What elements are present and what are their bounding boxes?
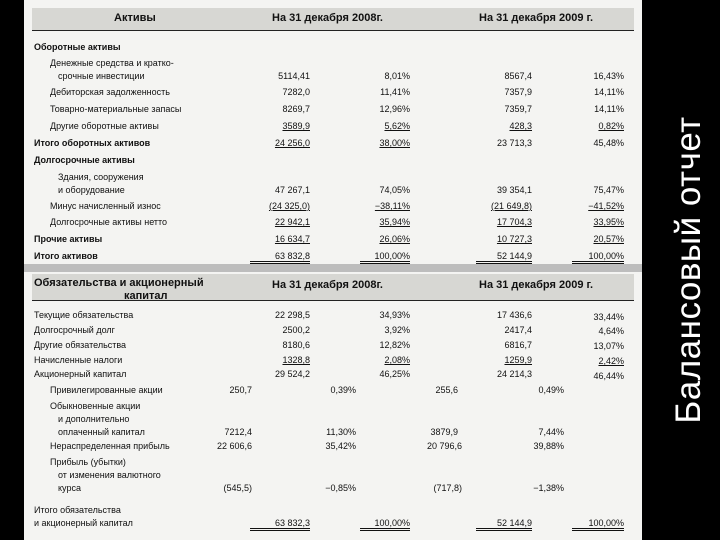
cash-2008-pct: 8,01% <box>384 71 410 81</box>
inventory-2008-pct: 12,96% <box>379 104 410 114</box>
depreciation-2008-pct: −38,11% <box>374 201 410 211</box>
long-debt-2009-pct: 4,64% <box>598 326 624 336</box>
total-liab-2009-pct: 100,00% <box>572 518 624 531</box>
inventory-2009-value: 7359,7 <box>504 104 532 114</box>
row-label-common-2: и дополнительно <box>58 414 130 424</box>
total-current-2008-pct: 38,00% <box>379 138 410 148</box>
preferred-2008-pct: 0,39% <box>330 385 356 395</box>
current-liab-2009-value: 17 436,6 <box>496 310 532 320</box>
total-liab-2008-pct: 100,00% <box>360 518 410 531</box>
fx-2009-value: (717,8) <box>433 483 462 493</box>
long-debt-2008-pct: 3,92% <box>384 325 410 335</box>
inventory-2008-value: 8269,7 <box>282 104 310 114</box>
row-label-total-liab: и акционерный капитал <box>34 518 133 528</box>
total-assets-2009-pct: 100,00% <box>572 251 624 264</box>
row-label-equity: Акционерный капитал <box>34 369 127 379</box>
preferred-2009-pct: 0,49% <box>538 385 564 395</box>
common-2008-pct: 11,30% <box>326 427 356 437</box>
row-label-total-assets: Итого активов <box>34 251 98 261</box>
common-2009-pct: 7,44% <box>538 427 564 437</box>
row-label-buildings: и оборудование <box>58 185 125 195</box>
net-noncurrent-2009-value: 17 704,3 <box>496 217 532 227</box>
current-liab-2008-pct: 34,93% <box>379 310 410 320</box>
equity-2009-pct: 46,44% <box>593 371 624 381</box>
net-noncurrent-2008-pct: 35,94% <box>379 217 410 227</box>
liabilities-header-label-1: Обязательства и акционерный <box>34 277 204 289</box>
receivables-2009-value: 7357,9 <box>504 87 532 97</box>
depreciation-2009-pct: −41,52% <box>588 201 624 211</box>
receivables-2009-pct: 14,11% <box>594 87 624 97</box>
buildings-2009-pct: 75,47% <box>593 185 624 195</box>
preferred-2008-value: 250,7 <box>229 385 252 395</box>
slide-title-vertical <box>658 0 720 540</box>
row-label-cash-1: Денежные средства и кратко- <box>50 58 174 68</box>
row-label-other-assets: Прочие активы <box>34 234 103 244</box>
fx-2009-pct: −1,38% <box>533 483 564 493</box>
buildings-2008-pct: 74,05% <box>379 185 410 195</box>
row-label-other-current: Другие оборотные активы <box>50 121 159 131</box>
taxes-2009-pct: 2,42% <box>598 356 624 366</box>
taxes-2008-pct: 2,08% <box>384 355 410 365</box>
row-label-retained: Нераспределенная прибыль <box>50 441 170 451</box>
other-current-2008-pct: 5,62% <box>384 121 410 131</box>
other-current-2009-value: 428,3 <box>509 121 532 131</box>
section-divider <box>24 264 642 272</box>
retained-2008-pct: 35,42% <box>325 441 356 451</box>
retained-2009-pct: 39,88% <box>533 441 564 451</box>
row-label-total-current: Итого оборотных активов <box>34 138 151 148</box>
other-assets-2008-pct: 26,06% <box>379 234 410 244</box>
row-label-long-debt: Долгосрочный долг <box>34 325 115 335</box>
buildings-2009-value: 39 354,1 <box>496 185 532 195</box>
cash-2009-pct: 16,43% <box>593 71 624 81</box>
common-2008-value: 7212,4 <box>224 427 252 437</box>
total-current-2008-value: 24 256,0 <box>274 138 310 148</box>
total-current-2009-value: 23 713,3 <box>496 138 532 148</box>
fx-2008-pct: −0,85% <box>325 483 356 493</box>
long-debt-2008-value: 2500,2 <box>282 325 310 335</box>
row-label-common-1: Обыкновенные акции <box>50 401 141 411</box>
liabilities-header-2009: На 31 декабря 2009 г. <box>479 279 594 291</box>
row-label-taxes: Начисленные налоги <box>34 355 123 365</box>
depreciation-2009-value: (21 649,8) <box>490 201 532 211</box>
long-debt-2009-value: 2417,4 <box>504 325 532 335</box>
fx-2008-value: (545,5) <box>223 483 252 493</box>
buildings-2008-value: 47 267,1 <box>274 185 310 195</box>
taxes-2009-value: 1259,9 <box>504 355 532 365</box>
equity-2008-pct: 46,25% <box>379 369 410 379</box>
total-current-2009-pct: 45,48% <box>593 138 624 148</box>
row-label-current-assets-heading: Оборотные активы <box>34 42 121 52</box>
cash-2009-value: 8567,4 <box>504 71 532 81</box>
common-2009-value: 3879,9 <box>430 427 458 437</box>
total-liab-2008-value: 63 832,3 <box>250 518 310 531</box>
row-label-preferred: Привилегированные акции <box>50 385 163 395</box>
row-label-net-noncurrent: Долгосрочные активы нетто <box>50 217 168 227</box>
retained-2008-value: 22 606,6 <box>216 441 252 451</box>
total-assets-2008-value: 63 832,8 <box>250 251 310 264</box>
row-label-common: оплаченный капитал <box>58 427 145 437</box>
inventory-2009-pct: 14,11% <box>594 104 624 114</box>
row-label-fx-2: от изменения валютного <box>58 470 161 480</box>
total-assets-2008-pct: 100,00% <box>360 251 410 264</box>
assets-header-2009: На 31 декабря 2009 г. <box>479 12 594 24</box>
total-assets-2009-value: 52 144,9 <box>476 251 532 264</box>
row-label-inventory: Товарно-материальные запасы <box>50 104 182 114</box>
assets-header-2008: На 31 декабря 2008г. <box>272 12 383 24</box>
current-liab-2009-pct: 33,44% <box>593 312 624 322</box>
other-assets-2009-pct: 20,57% <box>593 234 624 244</box>
row-label-other-liab: Другие обязательства <box>34 340 127 350</box>
other-liab-2009-pct: 13,07% <box>593 341 624 351</box>
equity-2008-value: 29 524,2 <box>274 369 310 379</box>
other-liab-2008-value: 8180,6 <box>282 340 310 350</box>
balance-sheet-scan <box>24 0 642 540</box>
other-assets-2008-value: 16 634,7 <box>274 234 310 244</box>
row-label-fx-1: Прибыль (убытки) <box>50 457 126 467</box>
row-label-cash: срочные инвестиции <box>58 71 145 81</box>
retained-2009-value: 20 796,6 <box>426 441 462 451</box>
other-liab-2009-value: 6816,7 <box>504 340 532 350</box>
receivables-2008-pct: 11,41% <box>380 87 410 97</box>
other-current-2009-pct: 0,82% <box>598 121 624 131</box>
preferred-2009-value: 255,6 <box>435 385 458 395</box>
taxes-2008-value: 1328,8 <box>282 355 310 365</box>
current-liab-2008-value: 22 298,5 <box>274 310 310 320</box>
row-label-noncurrent-heading: Долгосрочные активы <box>34 155 135 165</box>
other-assets-2009-value: 10 727,3 <box>496 234 532 244</box>
row-label-current-liab: Текущие обязательства <box>34 310 134 320</box>
assets-header-label: Активы <box>114 12 156 24</box>
liabilities-header-2008: На 31 декабря 2008г. <box>272 279 383 291</box>
liabilities-header-label-2: капитал <box>124 290 168 302</box>
net-noncurrent-2009-pct: 33,95% <box>593 217 624 227</box>
cash-2008-value: 5114,41 <box>278 71 310 81</box>
row-label-fx: курса <box>58 483 81 493</box>
row-label-receivables: Дебиторская задолженность <box>50 87 170 97</box>
total-liab-2009-value: 52 144,9 <box>476 518 532 531</box>
receivables-2008-value: 7282,0 <box>282 87 310 97</box>
net-noncurrent-2008-value: 22 942,1 <box>274 217 310 227</box>
other-liab-2008-pct: 12,82% <box>379 340 410 350</box>
row-label-total-liab-1: Итого обязательства <box>34 505 121 515</box>
slide-title-text: Балансовый отчет <box>669 116 708 424</box>
row-label-buildings-1: Здания, сооружения <box>58 172 144 182</box>
row-label-depreciation: Минус начисленный износ <box>50 201 161 211</box>
other-current-2008-value: 3589,9 <box>282 121 310 131</box>
depreciation-2008-value: (24 325,0) <box>268 201 310 211</box>
equity-2009-value: 24 214,3 <box>496 369 532 379</box>
